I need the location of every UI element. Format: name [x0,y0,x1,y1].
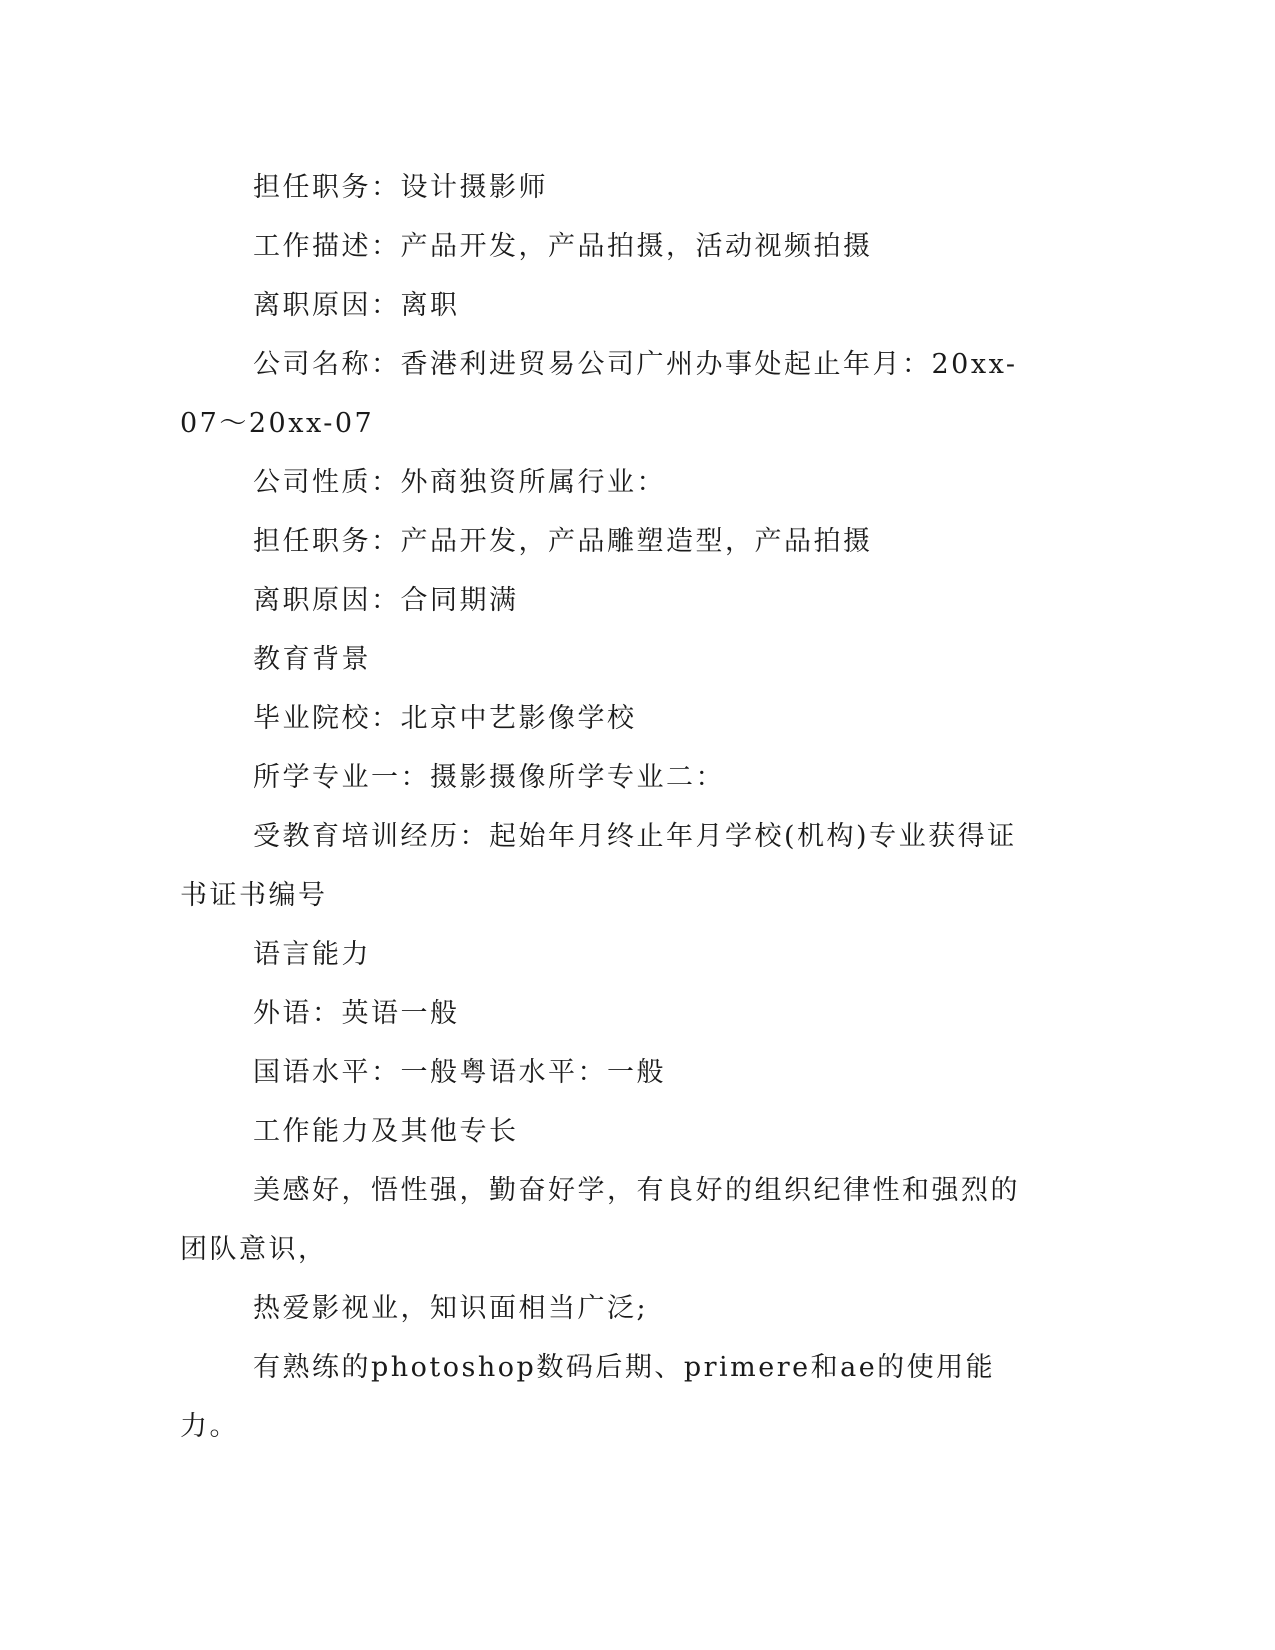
paragraph-personal-traits: 美感好，悟性强，勤奋好学，有良好的组织纪律性和强烈的团队意识， [180,1175,1020,1265]
document-body [180,158,1035,1456]
section-heading-education: 教育背景 [253,644,371,675]
section-heading-language: 语言能力 [253,939,371,970]
paragraph-training: 受教育培训经历：起始年月终止年月学校(机构)专业获得证书证书编号 [180,821,1017,911]
paragraph-dialects: 国语水平：一般粤语水平：一般 [253,1057,666,1088]
paragraph-company-name: 公司名称：香港利进贸易公司广州办事处起止年月：20xx-07～20xx-07 [180,349,1018,439]
paragraph-leave-reason-2: 离职原因：合同期满 [253,585,519,616]
paragraph-company-type: 公司性质：外商独资所属行业： [253,467,666,498]
paragraph-school: 毕业院校：北京中艺影像学校 [253,703,637,734]
paragraph-foreign-language: 外语：英语一般 [253,998,460,1029]
paragraph-position: 担任职务：设计摄影师 [253,172,548,203]
paragraph-software-skills: 有熟练的photoshop数码后期、primere和ae的使用能力。 [180,1352,996,1442]
paragraph-leave-reason: 离职原因：离职 [253,290,460,321]
paragraph-job-description: 工作描述：产品开发，产品拍摄，活动视频拍摄 [253,231,873,262]
paragraph-position-2: 担任职务：产品开发，产品雕塑造型，产品拍摄 [253,526,873,557]
paragraph-major: 所学专业一：摄影摄像所学专业二： [253,762,725,793]
paragraph-interest: 热爱影视业，知识面相当广泛; [253,1293,649,1324]
section-heading-skills: 工作能力及其他专长 [253,1116,519,1147]
